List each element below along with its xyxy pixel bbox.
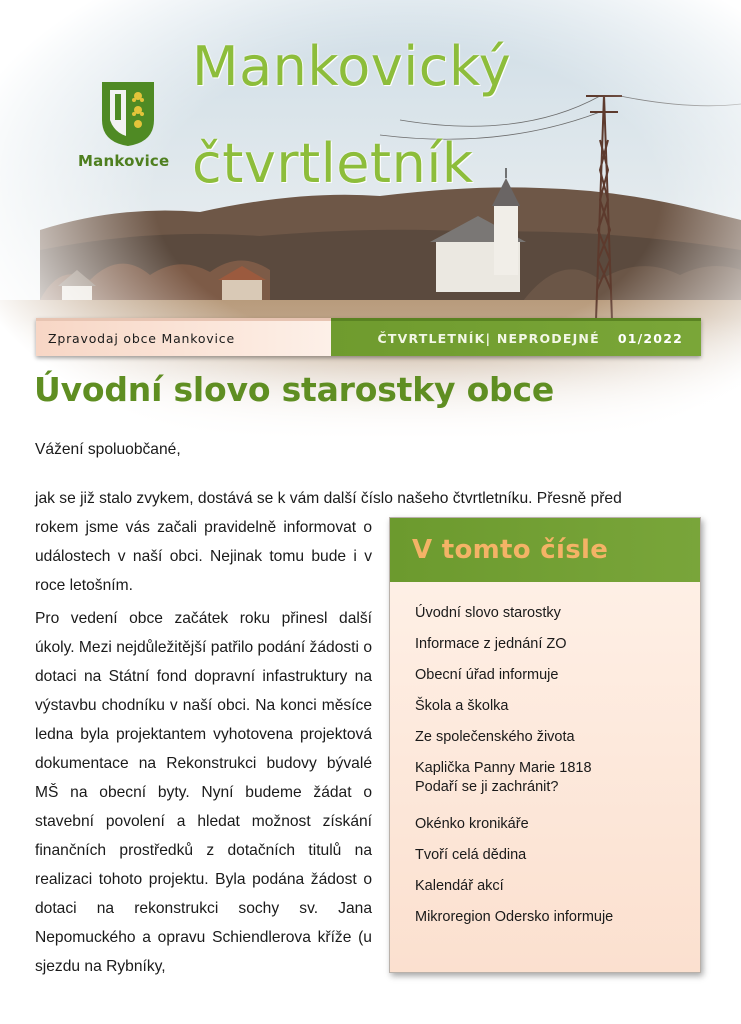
contents-item[interactable]	[415, 759, 680, 797]
contents-item[interactable]: Tvoří celá dědina	[415, 847, 527, 863]
masthead-line2: čtvrtletník	[192, 132, 474, 195]
masthead-line1: Mankovický	[192, 35, 512, 98]
contents-item-line: Kaplička Panny Marie 1818	[415, 760, 592, 776]
contents-list	[390, 582, 700, 927]
banner-issue-info	[331, 318, 701, 356]
paragraph-1: rokem jsme vás začali pravidelně informovat o událostech v naší obci. Nejinak tomu bude i v roce letošním.	[35, 519, 372, 594]
contents-item[interactable]: Informace z jednání ZO	[415, 636, 567, 652]
contents-item[interactable]: Kalendář akcí	[415, 878, 504, 894]
contents-title: V tomto čísle	[390, 518, 700, 582]
contents-item[interactable]: Mikroregion Odersko informuje	[415, 909, 614, 925]
issue-number: 01/2022	[617, 331, 683, 346]
paragraph-2: Pro vedení obce začátek roku přinesl další úkoly. Mezi nejdůležitější patřilo podání žádosti o dotaci na Státní fond dopravní infastruktury na výstavbu chodníku v naší obci. Na konci měsíce ledna byla projektantem vyhotovena projektová dokumentace na Rekonstrukci budovy bývalé MŠ na obecní byty. Nyní budeme žádat o stavební povolení a hledat možnost získání finančních prostředků z dotačních titulů na realizaci tohoto projektu. Byla podána žádost o dotaci na rekonstrukci sochy sv. Jana Nepomuckého a opravu Schiendlerova kříže (u sjezdu na Rybníky,	[35, 610, 372, 975]
banner-label: ČTVRTLETNÍK| NEPRODEJNÉ	[377, 331, 600, 346]
banner-subtitle: Zpravodaj obce Mankovice	[36, 318, 331, 356]
contents-item-line: Podaří se ji zachránit?	[415, 779, 559, 795]
issue-banner	[36, 318, 701, 356]
article-headline: Úvodní slovo starostky obce	[34, 370, 555, 409]
greeting: Vážení spoluobčané,	[35, 441, 181, 458]
contents-item[interactable]: Okénko kronikáře	[415, 816, 529, 832]
logo-name: Mankovice	[78, 152, 170, 170]
contents-item[interactable]: Škola a školka	[415, 698, 509, 714]
contents-item[interactable]: Ze společenského života	[415, 729, 575, 745]
municipality-logo	[78, 80, 178, 170]
intro-line: jak se již stalo zvykem, dostává se k vám další číslo našeho čtvrtletníku. Přesně před	[35, 490, 622, 507]
contents-item[interactable]: Úvodní slovo starostky	[415, 605, 561, 621]
contents-box	[389, 517, 701, 973]
contents-item[interactable]: Obecní úřad informuje	[415, 667, 559, 683]
coat-of-arms-icon	[100, 80, 156, 148]
